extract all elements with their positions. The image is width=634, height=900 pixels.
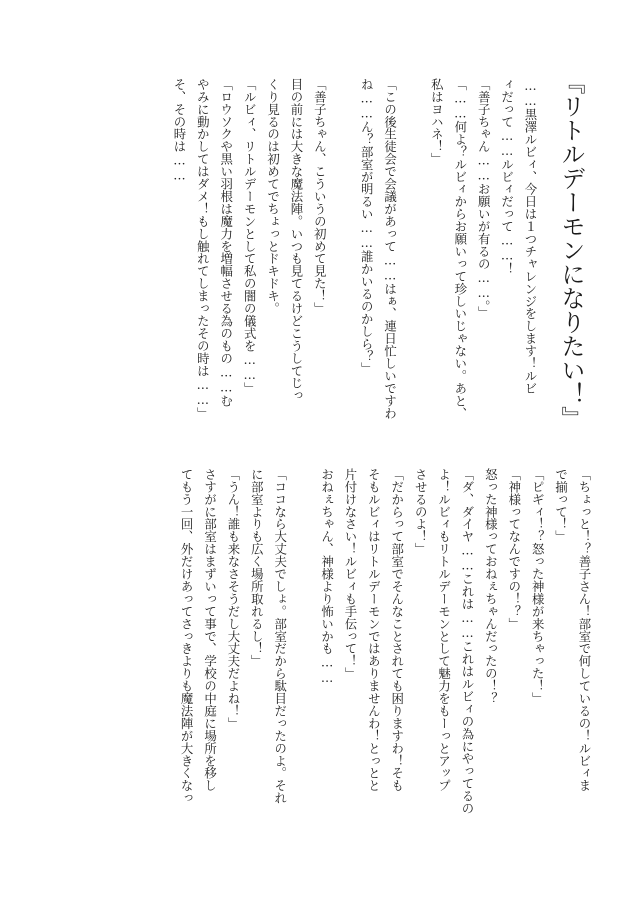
text-line: おねぇちゃん、神様より怖いかも…… (319, 468, 335, 685)
text-line: 「うん！誰も来なさそうだし大丈夫だよね！」 (225, 468, 241, 730)
text-line: に部室よりも広く場所取れるし！」 (249, 468, 265, 668)
text-line: させるのよ！」 (413, 468, 429, 556)
text-line: そもルビィはリトルデーモンではありませんわ！とっとと (366, 468, 382, 792)
text-line: ィだって……ルビィだって……！ (499, 78, 515, 276)
text-line: くり見るのは初めてでちょっとドキドキ。 (265, 78, 281, 315)
text-line: 「神様ってなんですの！？」 (506, 468, 522, 630)
text-line: てもう一回、外だけあってさっきよりも魔法陣が大きくなっ (179, 468, 195, 805)
text-line: 目の前には大きな魔法陣。いつも見てるけどこうしてじっ (288, 78, 304, 402)
text-line: ね……ん？部室が明るい……誰かいるのかしら？」 (359, 78, 375, 375)
text-line: 「だからって部室でそんなことされても困りますわ！そも (389, 468, 405, 792)
lower-text-block (175, 468, 596, 840)
text-line: で揃って！」 (553, 468, 569, 543)
text-line: 「ピギィ！？怒った神様が来ちゃった！」 (530, 468, 546, 705)
blank-line (402, 78, 425, 450)
text-line: よ！ルビィもリトルデーモンとして魅力をもーっとアップ (436, 468, 452, 792)
text-line: 私はヨハネ！」 (429, 78, 445, 166)
text-line: ……黒澤ルビィ、今日は１つチャレンジをします！ルビ (523, 78, 538, 395)
text-line: 片付けなさい！ルビィも手伝って！」 (342, 468, 358, 680)
text-line: 「ダ、ダイヤ……これは……これはルビィの為にやってるの (459, 468, 475, 815)
text-line: 「……何よ？ルビィからお願いって珍しいじゃない。あと、 (452, 78, 468, 420)
text-line: 「善子ちゃん……お願いが有るの……。」 (476, 78, 492, 319)
text-line: 「ちょっと！？善子さん！部室で何しているの！ルビィま (577, 468, 592, 792)
blank-line (292, 468, 315, 840)
text-line: 「この後生徒会で会議があって……はぁ、連日忙しいですわ (382, 78, 398, 420)
text-line: 「ルビィ、リトルデーモンとして私の闇の儀式を……」 (242, 78, 258, 395)
text-line: そ、その時は…… (171, 78, 187, 183)
text-line: 「ココなら大丈夫でしょ。部室だから駄目だったのよ。それ (272, 468, 288, 805)
blank-line (331, 78, 354, 450)
text-line: 怒った神様っておねぇちゃんだったの！？ (483, 468, 499, 705)
text-line: 「ロウソクや黒い羽根は魔力を増幅させる為のもの……む (218, 78, 234, 407)
text-line: さすがに部室はまずいって事で、学校の中庭に場所を移し (202, 468, 218, 792)
upper-text-block (168, 78, 542, 450)
text-line: やみに動かしてはダメ！もし触れてしまったその時は……」 (195, 78, 211, 420)
story-title: 『リトルデーモンになりたい！』 (557, 70, 585, 430)
text-line: 「善子ちゃん、こういうの初めて見た！」 (312, 78, 328, 315)
